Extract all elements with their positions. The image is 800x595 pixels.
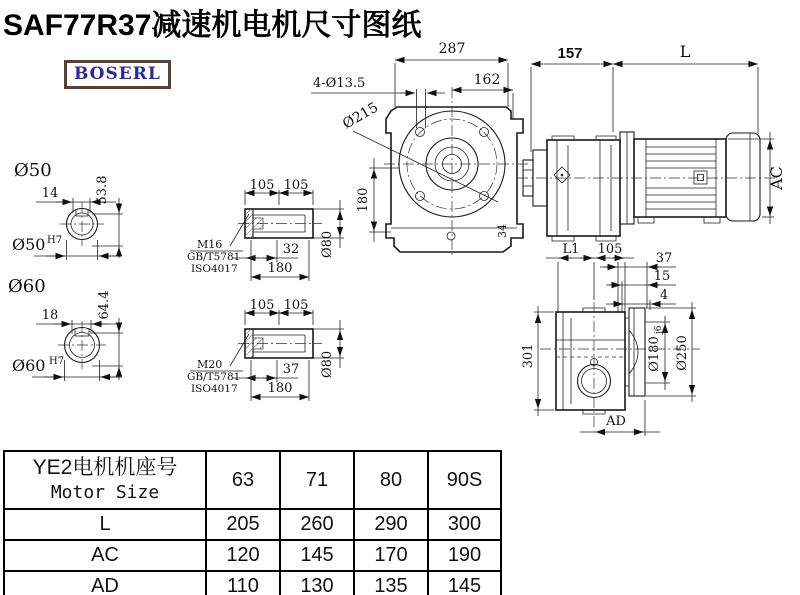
dim-shaft60-keyway-width: 18: [41, 308, 59, 323]
AD-71: 130: [280, 571, 354, 595]
size-col-90s: 90S: [428, 451, 501, 509]
dim-front-holes: 4-Ø13.5: [313, 76, 366, 91]
dim-side-motor-len: L: [679, 42, 691, 61]
motor-size-table: [3, 450, 502, 595]
dim-top-37: 37: [655, 251, 673, 266]
AD-90s: 145: [428, 571, 501, 595]
dim-top-4: 4: [659, 288, 669, 303]
dim-shaft60-key-height: 64.4: [97, 290, 112, 320]
dim-top-l1: L1: [562, 242, 580, 257]
dim-shaft50-keyway-width: 14: [41, 186, 59, 201]
dim-m20-total-len: 180: [267, 381, 293, 396]
label-m20-std2: ISO4017: [191, 383, 238, 395]
label-m16-std2: ISO4017: [191, 263, 238, 275]
dim-m20-key-len: 37: [282, 362, 300, 377]
label-m20-screw: M20: [197, 358, 223, 371]
L-80: 290: [354, 509, 428, 540]
dim-front-width: 287: [438, 41, 466, 57]
dim-front-flange-w: 162: [473, 72, 501, 88]
dim-front-flange-dia: Ø215: [340, 99, 382, 133]
dim-top-spigot-tol: j6: [654, 325, 664, 334]
dim-m20-len-a: 105: [249, 298, 275, 313]
AD-63: 110: [206, 571, 280, 595]
L-63: 205: [206, 509, 280, 540]
dim-shaft50-diameter: Ø50: [14, 160, 52, 181]
shaft60-view: [8, 276, 123, 381]
shaft50-view: [12, 160, 123, 260]
dim-m16-total-len: 180: [267, 261, 293, 276]
brand-logo: BOSERL: [64, 60, 171, 89]
dim-m16-len-a: 105: [249, 178, 275, 193]
dim-m20-len-b: 105: [283, 298, 309, 313]
header-motor-size: [4, 451, 206, 509]
size-col-63: 63: [206, 451, 280, 509]
size-col-80: 80: [354, 451, 428, 509]
hollow-shaft-m20-view: [187, 298, 344, 401]
dim-front-height: 180: [356, 187, 371, 213]
dim-m16-key-len: 32: [282, 242, 300, 257]
dim-top-105: 105: [597, 242, 623, 257]
L-90s: 300: [428, 509, 501, 540]
dim-shaft60-bore-tol: H7: [49, 356, 65, 367]
page-title: SAF77R37减速机电机尺寸图纸: [3, 9, 422, 42]
dim-top-15: 15: [653, 269, 671, 284]
row-label-AC: AC: [4, 540, 206, 571]
gearmotor-side-view: [517, 42, 786, 241]
dim-side-gear-len: 157: [557, 45, 583, 62]
row-label-L: L: [4, 509, 206, 540]
AC-71: 145: [280, 540, 354, 571]
L-71: 260: [280, 509, 354, 540]
dim-top-flange-dia: Ø250: [675, 335, 690, 371]
AC-80: 170: [354, 540, 428, 571]
table-header-row: [4, 451, 501, 509]
AC-63: 120: [206, 540, 280, 571]
size-col-71: 71: [280, 451, 354, 509]
table-row-L: [4, 509, 501, 540]
label-m16-screw: M16: [197, 238, 223, 251]
hollow-shaft-m16-view: [187, 178, 344, 281]
dim-top-height: 301: [521, 343, 536, 369]
dim-side-motor-dia: AC: [767, 166, 786, 190]
dim-shaft50-key-height: 53.8: [95, 175, 110, 205]
table-row-AC: [4, 540, 501, 571]
header-motor-size-cn: YE2电机机座号: [32, 456, 178, 479]
dim-m16-len-b: 105: [283, 178, 309, 193]
gearbox-top-view: [521, 242, 700, 436]
dim-shaft60-bore: Ø60: [12, 356, 46, 375]
dim-top-spigot-dia: Ø180: [647, 336, 662, 372]
dim-shaft50-bore-tol: H7: [47, 235, 63, 246]
dim-m16-dia: Ø80: [320, 230, 335, 258]
dim-front-foot: 34: [496, 224, 509, 238]
dim-shaft50-bore: Ø50: [12, 235, 46, 254]
AD-80: 135: [354, 571, 428, 595]
AC-90s: 190: [428, 540, 501, 571]
label-m20-std1: GB/T5781: [187, 371, 241, 383]
dim-top-ad: AD: [606, 414, 626, 429]
label-m16-std1: GB/T5781: [187, 251, 241, 263]
dim-m20-dia: Ø80: [320, 350, 335, 378]
row-label-AD: AD: [4, 571, 206, 595]
header-motor-size-en: Motor Size: [50, 482, 160, 503]
dim-shaft60-diameter: Ø60: [8, 276, 46, 297]
gearbox-front-view: [311, 41, 530, 256]
table-row-AD: [4, 571, 501, 595]
